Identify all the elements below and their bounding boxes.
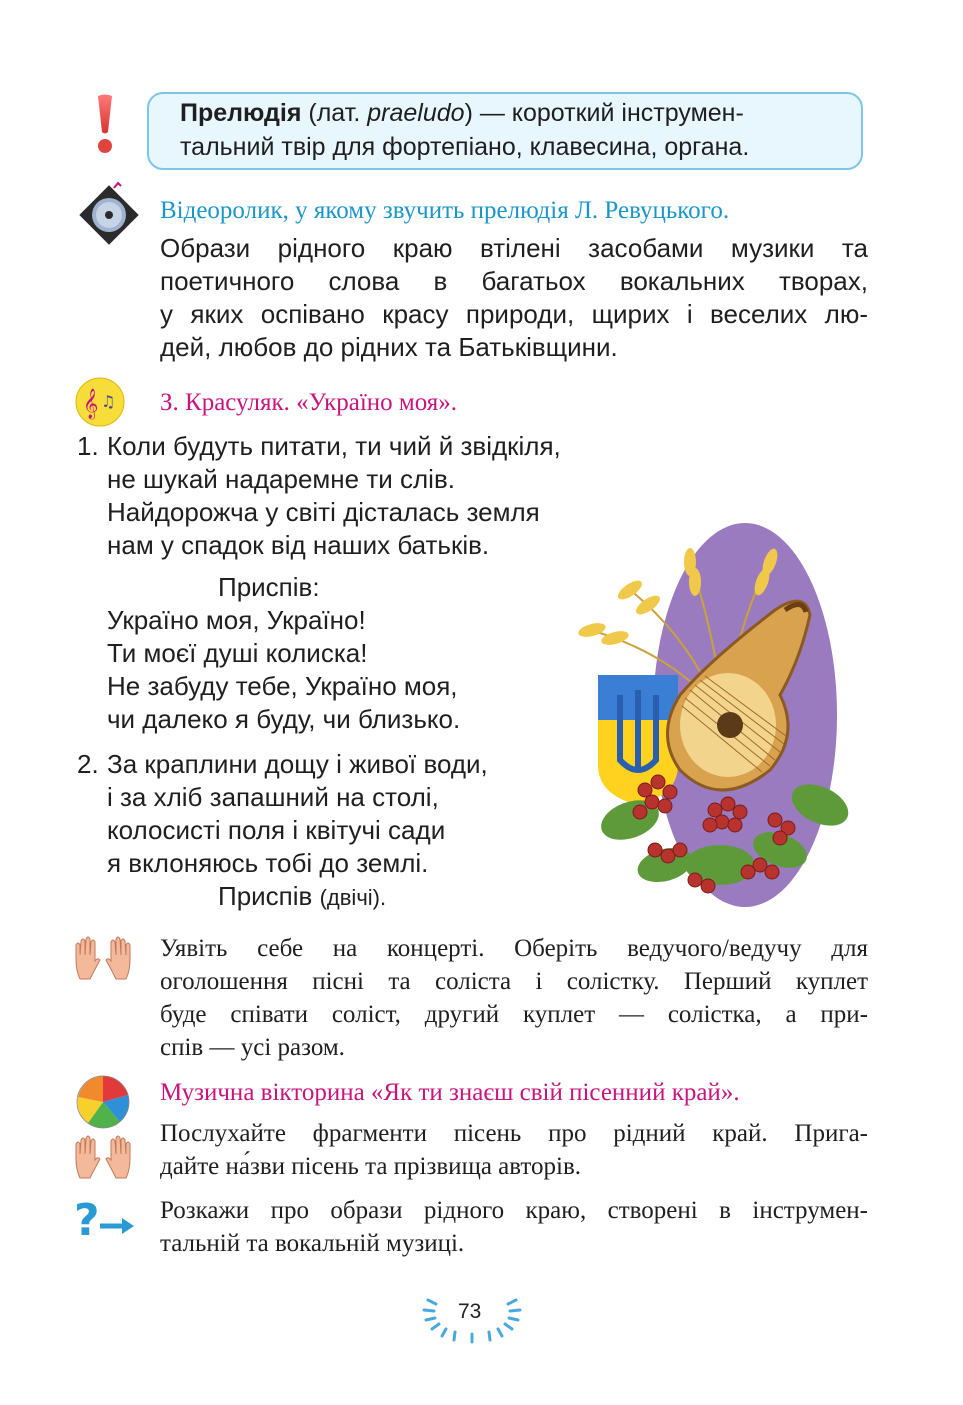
chorus-repeat-label: Приспів — [218, 881, 313, 911]
quiz-text-line: дайте на́зви пісень та прізвища авторів. — [160, 1153, 582, 1180]
quiz-text-line: Послухайте фрагменти пісень про рідний край. Прига- — [160, 1120, 868, 1147]
song-title: З. Красуляк. «Україно моя». — [160, 389, 457, 416]
ball-icon[interactable] — [76, 1075, 130, 1129]
video-paragraph-line: у яких оспівано красу природи, щирих і веселих лю- — [160, 299, 868, 329]
definition-paren-open: (лат. — [301, 99, 368, 127]
definition-paren-rest: ) — короткий інструмен- — [464, 99, 744, 127]
quiz-title: Музична вікторина «Як ти знаєш свій пісенний край». — [160, 1079, 740, 1106]
question-text-line: Розкажи про образи рідного краю, створені в інструмен- — [160, 1197, 868, 1224]
verse-2-number: 2. — [77, 749, 99, 779]
lyric-line: Україно моя, Україно! — [107, 605, 366, 635]
task-concert-line: оголошення пісні та соліста і солістку. Перший куплет — [160, 968, 868, 995]
svg-text:𝄞: 𝄞 — [83, 389, 99, 419]
chorus-repeat-note: (двічі). — [319, 885, 387, 910]
question-text — [160, 1194, 868, 1260]
lyric-line: За краплини дощу і живої води, — [107, 749, 488, 779]
lyric-line: колосисті поля і квітучі сади — [107, 815, 446, 845]
definition-text — [180, 96, 852, 164]
video-caption[interactable]: Відеоролик, у якому звучить прелюдія Л. Ревуцького. — [160, 197, 730, 224]
svg-text:♫: ♫ — [101, 392, 116, 411]
lyric-line: Ти моєї душі колиска! — [107, 638, 368, 668]
task-concert-line: буде співати соліст, другий куплет — солістка, а при- — [160, 1001, 868, 1028]
task-concert-text — [160, 932, 868, 1064]
task-concert-line: Уявіть себе на концерті. Оберіть ведучого/ведучу для — [160, 935, 868, 962]
verse-1-number: 1. — [77, 431, 99, 461]
page-number: 73 — [458, 1300, 482, 1323]
chorus — [107, 604, 460, 736]
svg-text:?: ? — [74, 1195, 100, 1243]
lyric-line: я вклоняюсь тобі до землі. — [107, 848, 429, 878]
hands-icon[interactable] — [72, 935, 134, 983]
lyric-line: не шукай надаремне ти слів. — [107, 464, 455, 494]
lyric-line: нам у спадок від наших батьків. — [107, 530, 490, 560]
definition-term: Прелюдія — [180, 99, 302, 127]
verse-2 — [107, 748, 488, 880]
video-disc-icon[interactable] — [74, 180, 144, 250]
question-text-line: тальній та вокальній музиці. — [160, 1230, 465, 1257]
chorus-label: Приспів: — [218, 572, 320, 602]
video-paragraph-line: дей, любов до рідних та Батьківщини. — [160, 332, 618, 362]
lyric-line: і за хліб запашний на столі, — [107, 782, 439, 812]
bandura-illustration — [570, 520, 870, 920]
lyric-line: Не забуду тебе, Україно моя, — [107, 671, 458, 701]
video-paragraph — [160, 232, 868, 364]
verse-1 — [107, 430, 561, 562]
exclamation-icon — [90, 94, 120, 156]
lyric-line: Коли будуть питати, ти чий й звідкіля, — [107, 431, 561, 461]
hands-icon[interactable] — [72, 1134, 134, 1182]
chorus-repeat — [218, 880, 386, 914]
definition-latin: praeludo — [367, 99, 465, 127]
question-arrow-icon[interactable] — [72, 1193, 136, 1243]
lyric-line: чи далеко я буду, чи близько. — [107, 704, 461, 734]
music-note-icon[interactable] — [75, 377, 125, 427]
video-paragraph-line: поетичного слова в багатьох вокальних творах, — [160, 266, 868, 296]
video-paragraph-line: Образи рідного краю втілені засобами музики та — [160, 233, 868, 263]
task-concert-line: спів — усі разом. — [160, 1034, 345, 1061]
definition-line-2: тальний твір для фортепіано, клавесина, органа. — [180, 133, 750, 161]
lyric-line: Найдорожча у світі дісталась земля — [107, 497, 540, 527]
quiz-text — [160, 1117, 868, 1183]
